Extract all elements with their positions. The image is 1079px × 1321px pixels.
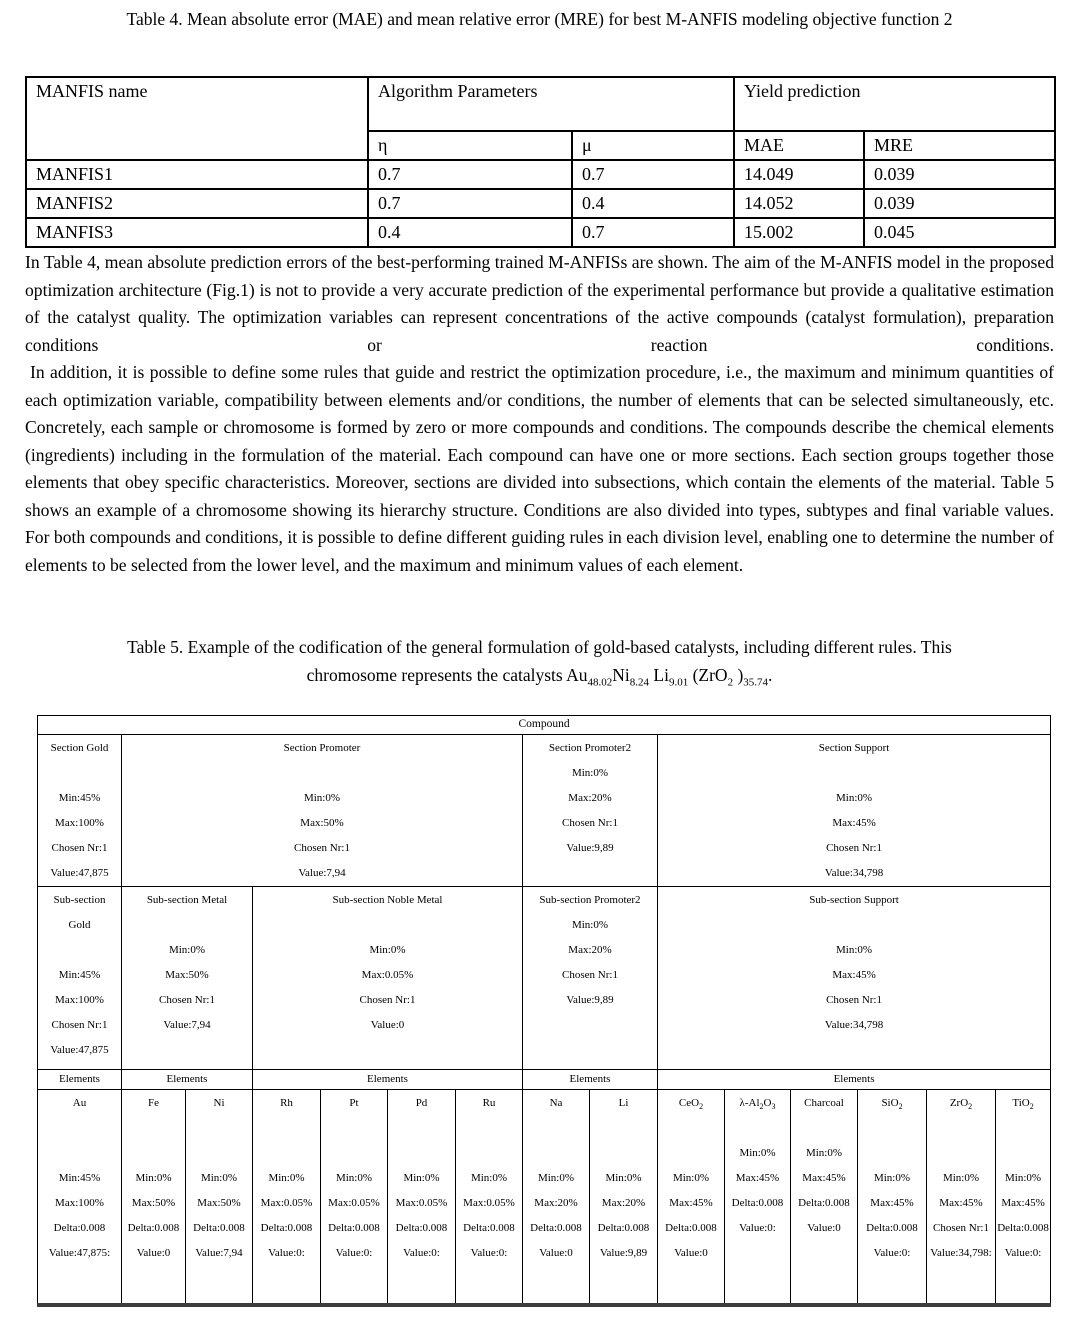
cell-line — [725, 1116, 790, 1141]
cell-line: Value:0 — [136, 1247, 171, 1259]
cell-line — [38, 761, 121, 786]
cell-line — [321, 1116, 387, 1141]
table4-cell-eta-2: 0.7 — [368, 189, 572, 218]
element-cell-ni — [186, 1090, 253, 1305]
cell-line: Value:0: — [335, 1247, 373, 1259]
cell-line: Max:100% — [55, 994, 104, 1006]
cell-line: Value:0 — [807, 1222, 841, 1234]
element-cell-fe — [122, 1090, 186, 1305]
element-symbol: SiO$_2$ — [881, 1097, 903, 1112]
cell-line: Min:0% — [605, 1172, 642, 1184]
table-row — [38, 716, 1051, 735]
cell-line: Max:45% — [832, 817, 876, 829]
element-symbol: Na — [549, 1097, 563, 1109]
t5-subsection-cell — [122, 887, 253, 1070]
table-row — [26, 218, 1055, 247]
element-cell-pd — [388, 1090, 456, 1305]
table4-cell-name-2: MANFIS2 — [26, 189, 368, 218]
element-cell-zro2 — [927, 1090, 996, 1305]
cell-line: Max:0.05% — [395, 1197, 448, 1209]
table-row — [26, 160, 1055, 189]
table4-header-manfis-name: MANFIS name — [26, 77, 368, 160]
table4-cell-mre-3: 0.045 — [864, 218, 1055, 247]
cell-line: Min:0% — [739, 1147, 776, 1159]
cell-line: Value:0 — [370, 1019, 405, 1031]
cell-line: Value:0 — [539, 1247, 573, 1259]
cell-line: Chosen Nr:1 — [562, 817, 618, 829]
cell-line — [791, 1116, 857, 1141]
cell-line — [388, 1141, 455, 1166]
cell-line: Min:0% — [672, 1172, 710, 1184]
cell-line: Max:100% — [55, 817, 104, 829]
element-symbol: ZrO$_2$ — [949, 1097, 973, 1112]
table5-container — [37, 715, 1051, 1307]
cell-line: Chosen Nr:1 — [294, 842, 350, 854]
element-symbol: Charcoal — [804, 1097, 844, 1109]
cell-line: Min:0% — [200, 1172, 238, 1184]
cell-line: Max:20% — [601, 1197, 646, 1209]
cell-line: Max:20% — [568, 944, 612, 956]
cell-line: Delta:0.008 — [395, 1222, 448, 1234]
t5-subsection-cell — [523, 887, 658, 1070]
cell-line — [658, 761, 1050, 786]
cell-line: Section Support — [818, 742, 890, 754]
cell-line: Chosen Nr:1 — [51, 1019, 108, 1031]
cell-line: Value:0: — [739, 1222, 776, 1234]
t5-elements-header-cell: Elements — [122, 1070, 253, 1090]
cell-line: Value:7,94 — [298, 867, 346, 879]
cell-line: Max:0.05% — [260, 1197, 313, 1209]
cell-line: Min:0% — [571, 767, 609, 779]
cell-line: Section Promoter — [283, 742, 361, 754]
cell-line — [996, 1141, 1050, 1166]
cell-line — [38, 938, 121, 963]
cell-line: Min:0% — [268, 1172, 305, 1184]
cell-line: Min:0% — [942, 1172, 980, 1184]
element-cell-au — [38, 1090, 122, 1305]
table4-cell-mre-2: 0.039 — [864, 189, 1055, 218]
cell-line: Sub-section Support — [809, 894, 899, 906]
table-row — [38, 887, 1051, 1070]
table4-header-algorithm-parameters: Algorithm Parameters — [368, 77, 734, 131]
table4-subheader-mu: μ — [572, 131, 734, 160]
cell-line: Min:0% — [303, 792, 341, 804]
element-symbol: TiO$_2$ — [1012, 1097, 1034, 1112]
cell-line: Max:45% — [870, 1197, 914, 1209]
cell-line: Max:100% — [55, 1197, 104, 1209]
cell-line: Sub-section Metal — [146, 894, 228, 906]
table4-cell-mae-1: 14.049 — [734, 160, 864, 189]
body-text — [25, 249, 1054, 579]
cell-line: Delta:0.008 — [866, 1222, 918, 1234]
cell-line — [122, 1116, 185, 1141]
cell-line — [122, 761, 522, 786]
cell-line: Value:34,798 — [824, 1019, 884, 1031]
cell-line — [456, 1116, 522, 1141]
table4 — [25, 76, 1056, 248]
cell-line: Value:9,89 — [599, 1247, 648, 1259]
element-cell-tio2 — [996, 1090, 1051, 1305]
cell-line: Max:20% — [568, 792, 612, 804]
element-symbol: Li — [618, 1097, 629, 1109]
cell-line: Chosen Nr:1 — [562, 969, 618, 981]
cell-line — [523, 1116, 589, 1141]
element-cell-ru — [456, 1090, 523, 1305]
element-cell-na — [523, 1090, 590, 1305]
cell-line: Delta:0.008 — [597, 1222, 650, 1234]
cell-line: Value:47,875: — [48, 1247, 111, 1259]
cell-line: Min:0% — [335, 1172, 373, 1184]
table-row — [38, 1070, 1051, 1090]
cell-line: Delta:0.008 — [731, 1197, 784, 1209]
cell-line: Max:45% — [669, 1197, 713, 1209]
element-symbol: CeO$_2$ — [678, 1097, 704, 1112]
cell-line: Delta:0.008 — [997, 1222, 1049, 1234]
table4-cell-mu-3: 0.7 — [572, 218, 734, 247]
cell-line: Max:50% — [300, 817, 344, 829]
cell-line — [456, 1141, 522, 1166]
cell-line: Value:0: — [873, 1247, 911, 1259]
cell-line: Max:20% — [534, 1197, 578, 1209]
element-cell-li — [590, 1090, 658, 1305]
cell-line: Value:0: — [1004, 1247, 1042, 1259]
cell-line: Sub-section — [53, 894, 106, 906]
cell-line: Min:0% — [369, 944, 406, 956]
cell-line: Max:45% — [832, 969, 876, 981]
cell-line — [658, 1116, 724, 1141]
cell-line: Value:0 — [674, 1247, 708, 1259]
cell-line: Section Promoter2 — [548, 742, 632, 754]
cell-line: Min:0% — [571, 919, 609, 931]
element-cell-rh — [253, 1090, 321, 1305]
cell-line — [927, 1141, 995, 1166]
cell-line: Sub-section Noble Metal — [332, 894, 443, 906]
t5-section-cell — [658, 735, 1051, 887]
table4-cell-mu-2: 0.4 — [572, 189, 734, 218]
t5-section-cell — [523, 735, 658, 887]
t5-elements-header-cell: Elements — [38, 1070, 122, 1090]
cell-line: Delta:0.008 — [463, 1222, 515, 1234]
cell-line — [186, 1141, 252, 1166]
cell-line: Min:0% — [537, 1172, 575, 1184]
element-cell-ceo2 — [658, 1090, 725, 1305]
cell-line: Min:0% — [135, 1172, 172, 1184]
cell-line: Min:0% — [873, 1172, 911, 1184]
cell-line: Delta:0.008 — [530, 1222, 582, 1234]
table4-cell-mre-1: 0.039 — [864, 160, 1055, 189]
table5 — [37, 715, 1051, 1307]
cell-line: Section Gold — [50, 742, 109, 754]
element-symbol: $\lambda-Al_2O_3$ — [739, 1097, 776, 1112]
cell-line: Value:34,798 — [824, 867, 884, 879]
table4-subheader-mae: MAE — [734, 131, 864, 160]
element-symbol: Au — [72, 1097, 87, 1109]
cell-line: Min:0% — [470, 1172, 508, 1184]
cell-line: Chosen Nr:1 — [826, 994, 882, 1006]
element-symbol: Pd — [415, 1097, 428, 1109]
table4-cell-eta-3: 0.4 — [368, 218, 572, 247]
cell-line — [590, 1116, 657, 1141]
cell-line: Gold — [68, 919, 91, 931]
cell-line — [658, 1141, 724, 1166]
element-symbol: Fe — [148, 1097, 159, 1109]
cell-line — [253, 913, 522, 938]
cell-line: Min:0% — [1005, 1172, 1042, 1184]
cell-line — [927, 1116, 995, 1141]
t5-compound-header: Compound — [38, 716, 1051, 735]
cell-line — [858, 1116, 926, 1141]
table4-cell-eta-1: 0.7 — [368, 160, 572, 189]
cell-line: Chosen Nr:1 — [51, 842, 108, 854]
cell-line: Value:47,875 — [50, 1044, 109, 1056]
cell-line: Chosen Nr:1 — [826, 842, 882, 854]
table4-header-yield-prediction: Yield prediction — [734, 77, 1055, 131]
cell-line: Max:45% — [1001, 1197, 1045, 1209]
table-row — [38, 735, 1051, 887]
cell-line: Value:9,89 — [566, 842, 614, 854]
cell-line: Value:0: — [268, 1247, 305, 1259]
element-symbol: Ni — [213, 1097, 225, 1109]
t5-section-cell — [122, 735, 523, 887]
cell-line: Value:7,94 — [195, 1247, 243, 1259]
table4-subheader-mre: MRE — [864, 131, 1055, 160]
t5-section-cell — [38, 735, 122, 887]
t5-elements-header-cell: Elements — [523, 1070, 658, 1090]
paragraph-1: In Table 4, mean absolute prediction errors of the best-performing trained M-ANFISs are shown. The aim of the M-ANFIS model in the proposed optimization architecture (Fig.1) is not to provide a very accurate prediction of the experimental performance but provide a qualitative estimation of the catalyst quality. The optimization variables can represent concentrations of the active compounds (catalyst formulation), preparation conditions or reaction conditions. — [25, 252, 1054, 355]
cell-line: Max:50% — [131, 1197, 176, 1209]
cell-line — [858, 1141, 926, 1166]
t5-subsection-cell — [38, 887, 122, 1070]
table-row — [38, 1090, 1051, 1305]
cell-line — [122, 1141, 185, 1166]
table5-caption: Table 5. Example of the codification of the general formulation of gold-based catalysts, including different rules. This chromosome represents the catalysts $Au_{48.02}Ni_{8.24}$ $Li_{9.01}$ (ZrO$_2$ )$_{35.74}$. — [127, 637, 952, 689]
paragraph-2: In addition, it is possible to define some rules that guide and restrict the optimization procedure, i.e., the maximum and minimum quantities of each optimization variable, compatibility between elements and/or conditions, the number of elements that can be selected simultaneously, etc. Concretely, each sample or chromosome is formed by zero or more compounds and conditions. The compounds describe the chemical elements (ingredients) including in the formulation of the material. Each compound can have one or more sections. Each section groups together those elements that obey specific characteristics. Moreover, sections are divided into subsections, which contain the elements of the material. Table 5 shows an example of a chromosome showing its hierarchy structure. Conditions are also divided into types, subtypes and final variable values. For both compounds and conditions, it is possible to define different guiding rules in each division level, enabling one to determine the number of elements to be selected from the lower level, and the maximum and minimum values of each element. — [25, 362, 1054, 575]
cell-line: Delta:0.008 — [798, 1197, 850, 1209]
element-cell-charcoal — [791, 1090, 858, 1305]
t5-subsection-cell — [253, 887, 523, 1070]
cell-line: Max:45% — [735, 1172, 780, 1184]
cell-line: Max:45% — [802, 1172, 846, 1184]
cell-line: Min:0% — [836, 792, 873, 804]
cell-line — [38, 1116, 121, 1141]
cell-line: Delta:0.008 — [665, 1222, 717, 1234]
cell-line — [388, 1116, 455, 1141]
t5-elements-header-cell: Elements — [253, 1070, 523, 1090]
t5-subsection-cell — [658, 887, 1051, 1070]
table4-cell-mae-2: 14.052 — [734, 189, 864, 218]
cell-line: Max:45% — [939, 1197, 983, 1209]
cell-line: Chosen Nr:1 — [359, 994, 416, 1006]
cell-line: Chosen Nr:1 — [159, 994, 215, 1006]
cell-line — [321, 1141, 387, 1166]
cell-line: Max:0.05% — [361, 969, 414, 981]
cell-line: Min:45% — [58, 969, 101, 981]
cell-line: Delta:0.008 — [328, 1222, 380, 1234]
cell-line: Min:0% — [836, 944, 873, 956]
cell-line — [122, 913, 252, 938]
table4-cell-mae-3: 15.002 — [734, 218, 864, 247]
cell-line: Min:0% — [805, 1147, 843, 1159]
cell-line: Max:0.05% — [328, 1197, 380, 1209]
cell-line — [658, 913, 1050, 938]
cell-line — [186, 1116, 252, 1141]
cell-line — [590, 1141, 657, 1166]
element-symbol: Ru — [482, 1097, 496, 1109]
element-cell-pt — [321, 1090, 388, 1305]
cell-line: Delta:0.008 — [127, 1222, 180, 1234]
cell-line: Min:45% — [58, 792, 101, 804]
cell-line: Delta:0.008 — [260, 1222, 313, 1234]
table-row — [26, 189, 1055, 218]
cell-line: Max:0.05% — [463, 1197, 515, 1209]
cell-line: Max:50% — [197, 1197, 241, 1209]
element-cell-sio2 — [858, 1090, 927, 1305]
cell-line — [523, 1141, 589, 1166]
cell-line — [38, 1141, 121, 1166]
cell-line: Min:45% — [58, 1172, 101, 1184]
cell-line — [253, 1116, 320, 1141]
element-cell-l-al2o3 — [725, 1090, 791, 1305]
cell-line — [253, 1141, 320, 1166]
element-symbol: Rh — [280, 1097, 293, 1109]
element-symbol: Pt — [349, 1097, 359, 1109]
cell-line: Delta:0.008 — [53, 1222, 106, 1234]
cell-line: Value:9,89 — [566, 994, 614, 1006]
table4-subheader-eta: η — [368, 131, 572, 160]
cell-line: Max:50% — [165, 969, 209, 981]
table4-cell-name-1: MANFIS1 — [26, 160, 368, 189]
cell-line: Value:47,875 — [50, 867, 109, 879]
cell-line: Min:0% — [168, 944, 206, 956]
cell-line — [996, 1116, 1050, 1141]
table4-caption: Table 4. Mean absolute error (MAE) and mean relative error (MRE) for best M-ANFIS modeling objective function 2 — [126, 9, 953, 29]
cell-line: Value:34,798: — [930, 1247, 992, 1259]
cell-line: Value:0: — [403, 1247, 440, 1259]
table4-cell-mu-1: 0.7 — [572, 160, 734, 189]
cell-line: Value:7,94 — [163, 1019, 211, 1031]
table4-cell-name-3: MANFIS3 — [26, 218, 368, 247]
cell-line: Min:0% — [403, 1172, 440, 1184]
cell-line: Value:0: — [470, 1247, 508, 1259]
cell-line: Chosen Nr:1 — [933, 1222, 989, 1234]
cell-line: Delta:0.008 — [193, 1222, 245, 1234]
cell-line: Sub-section Promoter2 — [539, 894, 641, 906]
t5-elements-header-cell: Elements — [658, 1070, 1051, 1090]
